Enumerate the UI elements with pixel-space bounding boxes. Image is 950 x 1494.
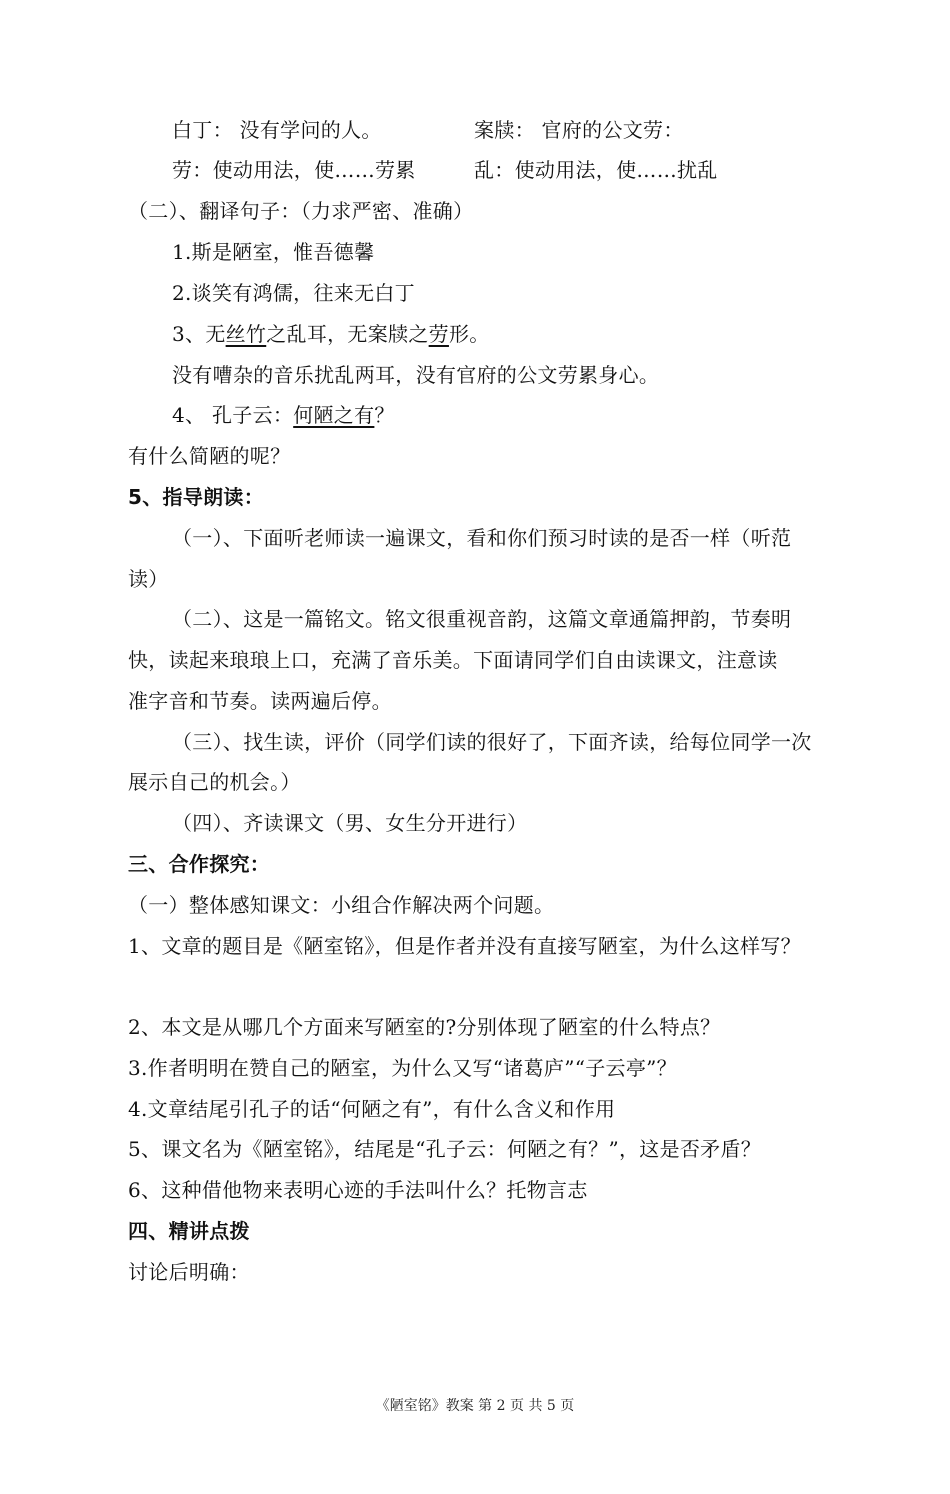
reading-step-2-cont-1: 快，读起来琅琅上口，充满了音乐美。下面请同学们自由读课文，注意读 [128,648,778,672]
vocab-luan: 乱：使动用法，使……扰乱 [474,158,718,182]
question-1: 1、文章的题目是《陋室铭》，但是作者并没有直接写陋室，为什么这样写？ [128,934,801,958]
translate-item-4-post: ？ [374,403,395,427]
question-5: 5、课文名为《陋室铭》，结尾是“孔子云：何陋之有？”，这是否矛盾？ [128,1137,762,1161]
reading-step-1-cont: 读） [128,567,169,591]
reading-step-4: （四）、齐读课文（男、女生分开进行） [172,811,528,835]
vocab-andu: 案牍： 官府的公文劳： [474,118,684,142]
translate-item-2: 2.谈笑有鸿儒，往来无白丁 [172,281,415,305]
translate-item-4-underline: 何陋之有 [293,403,375,427]
translate-item-3-mid: 之乱耳，无案牍之 [266,322,429,346]
question-6: 6、这种借他物来表明心迹的手法叫什么？托物言志 [128,1178,588,1202]
translate-item-3-underline-lao: 劳 [428,322,449,346]
translate-item-4-pre: 4、 孔子云： [172,403,294,427]
vocab-lao: 劳：使动用法，使……劳累 [172,158,416,182]
translate-item-3-pre: 3、无 [172,322,226,346]
section-cooperate-heading: 三、合作探究： [128,852,271,876]
translate-item-3-answer: 没有嘈杂的音乐扰乱两耳，没有官府的公文劳累身心。 [172,363,660,387]
reading-step-3-cont: 展示自己的机会。） [128,770,301,794]
reading-step-2: （二）、这是一篇铭文。铭文很重视音韵，这篇文章通篇押韵，节奏明 [172,607,792,631]
reading-step-3: （三）、找生读，评价（同学们读的很好了，下面齐读，给每位同学一次 [172,730,812,754]
reading-step-2-cont-2: 准字音和节奏。读两遍后停。 [128,689,392,713]
section-translate-heading: （二）、翻译句子：（力求严密、准确） [128,199,474,223]
translate-item-3-post: 形。 [448,322,490,346]
page-footer: 《陋室铭》教案 第 2 页 共 5 页 [375,1398,575,1414]
reading-step-1: （一）、下面听老师读一遍课文，看和你们预习时读的是否一样（听范 [172,526,792,550]
section-reading-heading: 5、指导朗读： [128,485,265,509]
translate-item-3 [172,320,490,348]
translate-item-3-underline-sizhu: 丝竹 [225,322,267,346]
question-4: 4.文章结尾引孔子的话“何陋之有”，有什么含义和作用 [128,1097,616,1121]
vocab-baiding: 白丁： 没有学问的人。 [172,118,382,142]
question-3: 3.作者明明在赞自己的陋室，为什么又写“诸葛庐”“子云亭”？ [128,1056,677,1080]
translate-item-1: 1.斯是陋室，惟吾德馨 [172,240,375,264]
question-2: 2、本文是从哪几个方面来写陋室的?分别体现了陋室的什么特点？ [128,1015,721,1039]
cooperate-intro: （一）整体感知课文：小组合作解决两个问题。 [128,893,555,917]
discussion-label: 讨论后明确： [128,1260,250,1284]
translate-item-4-answer: 有什么简陋的呢？ [128,444,291,468]
translate-item-4 [172,401,395,429]
section-explain-heading: 四、精讲点拨 [128,1219,250,1243]
